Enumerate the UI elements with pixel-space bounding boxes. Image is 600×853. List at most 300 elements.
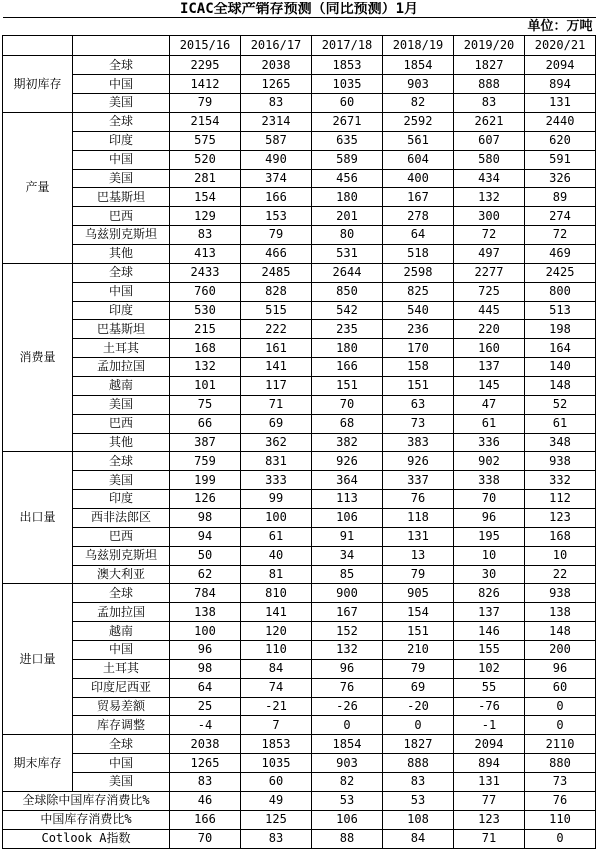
- cell-value: 76: [525, 791, 596, 810]
- cell-value: -20: [383, 697, 454, 716]
- cell-value: 83: [454, 94, 525, 113]
- table-row: [3, 131, 596, 150]
- cell-value: 47: [454, 395, 525, 414]
- cell-value: 364: [312, 471, 383, 490]
- cell-value: 100: [170, 622, 241, 641]
- row-label: 越南: [73, 377, 170, 396]
- cell-value: 2671: [312, 112, 383, 131]
- cell-value: 73: [525, 773, 596, 792]
- cell-value: 2295: [170, 56, 241, 75]
- cell-value: 49: [241, 791, 312, 810]
- table-row: [3, 358, 596, 377]
- cell-value: 2425: [525, 263, 596, 282]
- cell-value: 326: [525, 169, 596, 188]
- table-title: ICAC全球产销存预测（同比预测）1月: [3, 2, 596, 18]
- cell-value: 66: [170, 414, 241, 433]
- cell-value: 195: [454, 527, 525, 546]
- cell-value: 200: [525, 641, 596, 660]
- cell-value: 281: [170, 169, 241, 188]
- cell-value: 117: [241, 377, 312, 396]
- table-row: [3, 414, 596, 433]
- cell-value: 2094: [454, 735, 525, 754]
- group-label: 消费量: [3, 263, 73, 452]
- table-row: [3, 282, 596, 301]
- cell-value: 445: [454, 301, 525, 320]
- cell-value: 888: [383, 754, 454, 773]
- icac-forecast-table: [2, 2, 596, 849]
- table-row: [3, 169, 596, 188]
- cell-value: 903: [312, 754, 383, 773]
- table-row: [3, 565, 596, 584]
- cell-value: 106: [312, 810, 383, 829]
- table-row: [3, 735, 596, 754]
- cell-value: 60: [312, 94, 383, 113]
- unit-label: 单位：万吨: [3, 18, 596, 36]
- row-label: 西非法郎区: [73, 509, 170, 528]
- cell-value: -76: [454, 697, 525, 716]
- cell-value: 513: [525, 301, 596, 320]
- cell-value: 167: [312, 603, 383, 622]
- cell-value: 2094: [525, 56, 596, 75]
- summary-row: [3, 810, 596, 829]
- cell-value: 383: [383, 433, 454, 452]
- table-row: [3, 716, 596, 735]
- column-header-year-3: 2018/19: [383, 36, 454, 56]
- row-label: 全球: [73, 735, 170, 754]
- cell-value: 166: [312, 358, 383, 377]
- cell-value: 542: [312, 301, 383, 320]
- cell-value: 96: [454, 509, 525, 528]
- row-label: 中国: [73, 754, 170, 773]
- cell-value: -21: [241, 697, 312, 716]
- column-header-year-0: 2015/16: [170, 36, 241, 56]
- cell-value: 40: [241, 546, 312, 565]
- cell-value: 154: [170, 188, 241, 207]
- row-label: 中国: [73, 641, 170, 660]
- cell-value: 69: [383, 678, 454, 697]
- cell-value: 900: [312, 584, 383, 603]
- table-row: [3, 226, 596, 245]
- cell-value: 215: [170, 320, 241, 339]
- cell-value: 151: [383, 622, 454, 641]
- cell-value: 199: [170, 471, 241, 490]
- row-label: 全球: [73, 56, 170, 75]
- cell-value: 131: [454, 773, 525, 792]
- cell-value: 2110: [525, 735, 596, 754]
- table-row: [3, 754, 596, 773]
- cell-value: 888: [454, 75, 525, 94]
- cell-value: 64: [170, 678, 241, 697]
- cell-value: 894: [525, 75, 596, 94]
- cell-value: 131: [525, 94, 596, 113]
- cell-value: 456: [312, 169, 383, 188]
- table-row: [3, 244, 596, 263]
- table-row: [3, 697, 596, 716]
- cell-value: 490: [241, 150, 312, 169]
- cell-value: 1035: [241, 754, 312, 773]
- cell-value: 148: [525, 377, 596, 396]
- table-row: [3, 112, 596, 131]
- cell-value: 222: [241, 320, 312, 339]
- cell-value: 155: [454, 641, 525, 660]
- row-label: 中国: [73, 150, 170, 169]
- cell-value: 434: [454, 169, 525, 188]
- cell-value: 138: [525, 603, 596, 622]
- cell-value: 235: [312, 320, 383, 339]
- cell-value: 137: [454, 358, 525, 377]
- cell-value: 540: [383, 301, 454, 320]
- summary-label: Cotlook A指数: [3, 829, 170, 848]
- cell-value: 604: [383, 150, 454, 169]
- table-row: [3, 527, 596, 546]
- cell-value: 141: [241, 603, 312, 622]
- row-label: 巴西: [73, 527, 170, 546]
- group-label: 出口量: [3, 452, 73, 584]
- row-label: 全球: [73, 263, 170, 282]
- row-label: 中国: [73, 282, 170, 301]
- cell-value: 84: [383, 829, 454, 848]
- row-label: 美国: [73, 395, 170, 414]
- cell-value: 60: [525, 678, 596, 697]
- table-row: [3, 301, 596, 320]
- cell-value: 83: [170, 773, 241, 792]
- cell-value: 2485: [241, 263, 312, 282]
- table-row: [3, 509, 596, 528]
- cell-value: 118: [383, 509, 454, 528]
- cell-value: 123: [454, 810, 525, 829]
- cell-value: 55: [454, 678, 525, 697]
- cell-value: 759: [170, 452, 241, 471]
- cell-value: 69: [241, 414, 312, 433]
- cell-value: 98: [170, 509, 241, 528]
- cell-value: 120: [241, 622, 312, 641]
- cell-value: 34: [312, 546, 383, 565]
- table-row: [3, 471, 596, 490]
- cell-value: -4: [170, 716, 241, 735]
- table-row: [3, 641, 596, 660]
- cell-value: 83: [170, 226, 241, 245]
- cell-value: 102: [454, 659, 525, 678]
- cell-value: 79: [383, 565, 454, 584]
- group-label: 产量: [3, 112, 73, 263]
- cell-value: -26: [312, 697, 383, 716]
- cell-value: 70: [170, 829, 241, 848]
- cell-value: 469: [525, 244, 596, 263]
- cell-value: 79: [241, 226, 312, 245]
- cell-value: 2314: [241, 112, 312, 131]
- cell-value: 0: [383, 716, 454, 735]
- cell-value: 2440: [525, 112, 596, 131]
- cell-value: 96: [312, 659, 383, 678]
- cell-value: 180: [312, 188, 383, 207]
- table-row: [3, 320, 596, 339]
- cell-value: 79: [170, 94, 241, 113]
- cell-value: 7: [241, 716, 312, 735]
- cell-value: 89: [525, 188, 596, 207]
- row-label: 中国: [73, 75, 170, 94]
- cell-value: 1853: [241, 735, 312, 754]
- cell-value: 561: [383, 131, 454, 150]
- cell-value: 76: [383, 490, 454, 509]
- cell-value: 201: [312, 207, 383, 226]
- row-label: 全球: [73, 584, 170, 603]
- cell-value: 158: [383, 358, 454, 377]
- summary-row: [3, 791, 596, 810]
- cell-value: 2433: [170, 263, 241, 282]
- table-row: [3, 773, 596, 792]
- cell-value: 332: [525, 471, 596, 490]
- cell-value: 46: [170, 791, 241, 810]
- cell-value: 903: [383, 75, 454, 94]
- cell-value: 850: [312, 282, 383, 301]
- table-row: [3, 75, 596, 94]
- cell-value: 91: [312, 527, 383, 546]
- unit-row: [3, 18, 596, 36]
- cell-value: 166: [241, 188, 312, 207]
- cell-value: 210: [383, 641, 454, 660]
- row-label: 印度: [73, 131, 170, 150]
- cell-value: 938: [525, 584, 596, 603]
- cell-value: 0: [525, 829, 596, 848]
- cell-value: 580: [454, 150, 525, 169]
- cell-value: 166: [170, 810, 241, 829]
- cell-value: 13: [383, 546, 454, 565]
- cell-value: 100: [241, 509, 312, 528]
- cell-value: 132: [312, 641, 383, 660]
- cell-value: 73: [383, 414, 454, 433]
- cell-value: 362: [241, 433, 312, 452]
- cell-value: 53: [312, 791, 383, 810]
- cell-value: 591: [525, 150, 596, 169]
- cell-value: 63: [383, 395, 454, 414]
- table-row: [3, 377, 596, 396]
- cell-value: 154: [383, 603, 454, 622]
- cell-value: 2598: [383, 263, 454, 282]
- cell-value: 96: [170, 641, 241, 660]
- cell-value: 132: [454, 188, 525, 207]
- cell-value: 61: [525, 414, 596, 433]
- cell-value: 123: [525, 509, 596, 528]
- cell-value: 110: [525, 810, 596, 829]
- column-header-year-2: 2017/18: [312, 36, 383, 56]
- header-empty-region-cell: [73, 36, 170, 56]
- cell-value: 518: [383, 244, 454, 263]
- table-row: [3, 56, 596, 75]
- cell-value: 101: [170, 377, 241, 396]
- cell-value: 725: [454, 282, 525, 301]
- cell-value: 145: [454, 377, 525, 396]
- cell-value: 152: [312, 622, 383, 641]
- cell-value: 22: [525, 565, 596, 584]
- table-row: [3, 622, 596, 641]
- cell-value: 338: [454, 471, 525, 490]
- cell-value: 336: [454, 433, 525, 452]
- cell-value: 53: [383, 791, 454, 810]
- cell-value: 220: [454, 320, 525, 339]
- cell-value: 387: [170, 433, 241, 452]
- cell-value: 2038: [170, 735, 241, 754]
- cell-value: 2154: [170, 112, 241, 131]
- row-label: 土耳其: [73, 659, 170, 678]
- row-label: 孟加拉国: [73, 603, 170, 622]
- cell-value: 70: [454, 490, 525, 509]
- cell-value: 1827: [383, 735, 454, 754]
- cell-value: 126: [170, 490, 241, 509]
- cell-value: 635: [312, 131, 383, 150]
- cell-value: 74: [241, 678, 312, 697]
- table-row: [3, 659, 596, 678]
- cell-value: 50: [170, 546, 241, 565]
- row-label: 美国: [73, 773, 170, 792]
- cell-value: 466: [241, 244, 312, 263]
- cell-value: 236: [383, 320, 454, 339]
- row-label: 全球: [73, 112, 170, 131]
- cell-value: 112: [525, 490, 596, 509]
- cell-value: 141: [241, 358, 312, 377]
- cell-value: 831: [241, 452, 312, 471]
- group-label: 期初库存: [3, 56, 73, 113]
- table-row: [3, 546, 596, 565]
- cell-value: 94: [170, 527, 241, 546]
- cell-value: 146: [454, 622, 525, 641]
- cell-value: 140: [525, 358, 596, 377]
- cell-value: 1854: [383, 56, 454, 75]
- row-label: 贸易差额: [73, 697, 170, 716]
- cell-value: 164: [525, 339, 596, 358]
- cell-value: 520: [170, 150, 241, 169]
- cell-value: 1827: [454, 56, 525, 75]
- row-label: 巴西: [73, 414, 170, 433]
- cell-value: 151: [312, 377, 383, 396]
- cell-value: 160: [454, 339, 525, 358]
- cell-value: 52: [525, 395, 596, 414]
- column-header-year-1: 2016/17: [241, 36, 312, 56]
- cell-value: 153: [241, 207, 312, 226]
- row-label: 乌兹别克斯坦: [73, 546, 170, 565]
- cell-value: 25: [170, 697, 241, 716]
- cell-value: 0: [525, 716, 596, 735]
- cell-value: 10: [525, 546, 596, 565]
- cell-value: 825: [383, 282, 454, 301]
- cell-value: 132: [170, 358, 241, 377]
- cell-value: 167: [383, 188, 454, 207]
- cell-value: 926: [383, 452, 454, 471]
- column-header-row: [3, 36, 596, 56]
- cell-value: 300: [454, 207, 525, 226]
- cell-value: -1: [454, 716, 525, 735]
- cell-value: 71: [454, 829, 525, 848]
- column-header-year-5: 2020/21: [525, 36, 596, 56]
- cell-value: 760: [170, 282, 241, 301]
- cell-value: 905: [383, 584, 454, 603]
- cell-value: 589: [312, 150, 383, 169]
- cell-value: 2592: [383, 112, 454, 131]
- cell-value: 151: [383, 377, 454, 396]
- table-row: [3, 150, 596, 169]
- table-row: [3, 490, 596, 509]
- cell-value: 938: [525, 452, 596, 471]
- cell-value: 61: [241, 527, 312, 546]
- cell-value: 800: [525, 282, 596, 301]
- cell-value: 348: [525, 433, 596, 452]
- cell-value: 131: [383, 527, 454, 546]
- cell-value: 79: [383, 659, 454, 678]
- cell-value: 374: [241, 169, 312, 188]
- row-label: 美国: [73, 94, 170, 113]
- cell-value: 926: [312, 452, 383, 471]
- summary-label: 全球除中国库存消费比%: [3, 791, 170, 810]
- cell-value: 620: [525, 131, 596, 150]
- cell-value: 98: [170, 659, 241, 678]
- summary-label: 中国库存消费比%: [3, 810, 170, 829]
- summary-row: [3, 829, 596, 848]
- cell-value: 81: [241, 565, 312, 584]
- cell-value: 125: [241, 810, 312, 829]
- cell-value: 106: [312, 509, 383, 528]
- group-label: 进口量: [3, 584, 73, 735]
- cell-value: 497: [454, 244, 525, 263]
- cell-value: 72: [525, 226, 596, 245]
- row-label: 其他: [73, 244, 170, 263]
- cell-value: 828: [241, 282, 312, 301]
- cell-value: 337: [383, 471, 454, 490]
- cell-value: 72: [454, 226, 525, 245]
- cell-value: 2621: [454, 112, 525, 131]
- cell-value: 108: [383, 810, 454, 829]
- row-label: 印度: [73, 490, 170, 509]
- table-row: [3, 94, 596, 113]
- cell-value: 84: [241, 659, 312, 678]
- cell-value: 148: [525, 622, 596, 641]
- cell-value: 85: [312, 565, 383, 584]
- title-row: [3, 2, 596, 18]
- cell-value: 88: [312, 829, 383, 848]
- cell-value: 278: [383, 207, 454, 226]
- cell-value: 80: [312, 226, 383, 245]
- cell-value: 1265: [241, 75, 312, 94]
- cell-value: 161: [241, 339, 312, 358]
- cell-value: 138: [170, 603, 241, 622]
- cell-value: 110: [241, 641, 312, 660]
- cell-value: 82: [383, 94, 454, 113]
- cell-value: 83: [383, 773, 454, 792]
- row-label: 美国: [73, 169, 170, 188]
- cell-value: 2277: [454, 263, 525, 282]
- row-label: 库存调整: [73, 716, 170, 735]
- row-label: 全球: [73, 452, 170, 471]
- cell-value: 826: [454, 584, 525, 603]
- cell-value: 894: [454, 754, 525, 773]
- cell-value: 61: [454, 414, 525, 433]
- cell-value: 1265: [170, 754, 241, 773]
- cell-value: 2038: [241, 56, 312, 75]
- cell-value: 530: [170, 301, 241, 320]
- table-row: [3, 603, 596, 622]
- cell-value: 82: [312, 773, 383, 792]
- cell-value: 400: [383, 169, 454, 188]
- row-label: 印度尼西亚: [73, 678, 170, 697]
- cell-value: 0: [525, 697, 596, 716]
- cell-value: 62: [170, 565, 241, 584]
- table-row: [3, 678, 596, 697]
- cell-value: 10: [454, 546, 525, 565]
- cell-value: 70: [312, 395, 383, 414]
- cell-value: 71: [241, 395, 312, 414]
- cell-value: 60: [241, 773, 312, 792]
- cell-value: 168: [525, 527, 596, 546]
- cell-value: 382: [312, 433, 383, 452]
- cell-value: 607: [454, 131, 525, 150]
